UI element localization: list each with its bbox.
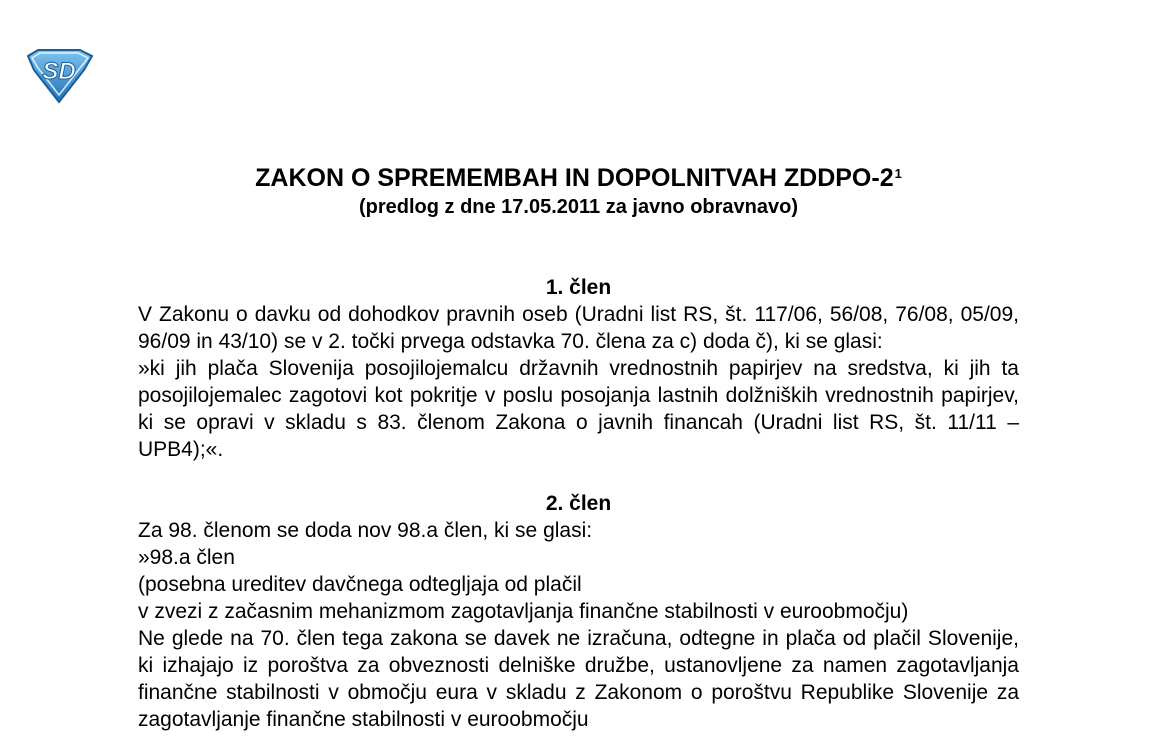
document-title	[0, 162, 1157, 194]
article-2-line-2: »98.a člen	[138, 546, 235, 569]
footnote-mark[interactable]: 1	[894, 166, 902, 181]
article-1-heading: 1. člen	[545, 276, 612, 299]
document-subtitle: (predlog z dne 17.05.2011 za javno obravnavo)	[358, 196, 799, 218]
title-text: ZAKON O SPREMEMBAH IN DOPOLNITVAH ZDDPO-2	[255, 164, 894, 192]
svg-text:SD: SD	[42, 58, 76, 85]
article-1-paragraph-1: V Zakonu o davku od dohodkov pravnih oseb (Uradni list RS, št. 117/06, 56/08, 76/08, 05/09, 96/09 in 43/10) se v 2. točki prvega odstavka 70. člena za c) doda č), ki se glasi:	[138, 303, 1019, 353]
sd-logo-icon	[22, 48, 96, 104]
article-1-paragraph-2: »ki jih plača Slovenija posojilojemalcu državnih vrednostnih papirjev na sredstva, ki jih ta posojilojemalec zagotovi kot pokritje v poslu posojanja lastnih dolžniških vrednostnih papirjev, ki se opravi v skladu s 83. členom Zakona o javnih financah (Uradni list RS, št. 11/11 – UPB4);«.	[138, 357, 1019, 461]
article-2-heading: 2. člen	[545, 492, 612, 515]
article-2-paragraph: Ne glede na 70. člen tega zakona se davek ne izračuna, odtegne in plača od plačil Slovenije, ki izhajajo iz poroštva za obveznosti delniške družbe, ustanovljene za namen zagotavljanja finančne stabilnosti v območju eura v skladu z Zakonom o poroštvu Republike Slovenije za zagotavljanje finančne stabilnosti v euroobmočju	[138, 627, 1019, 731]
article-2-line-1: Za 98. členom se doda nov 98.a člen, ki se glasi:	[138, 519, 593, 542]
document-body	[138, 274, 1019, 733]
article-2-line-3: (posebna ureditev davčnega odtegljaja od plačil	[138, 573, 582, 596]
section-spacer	[138, 463, 1019, 490]
article-2-line-4: v zvezi z začasnim mehanizmom zagotavljanja finančne stabilnosti v euroobmočju)	[138, 600, 909, 623]
document-header	[0, 162, 1157, 220]
